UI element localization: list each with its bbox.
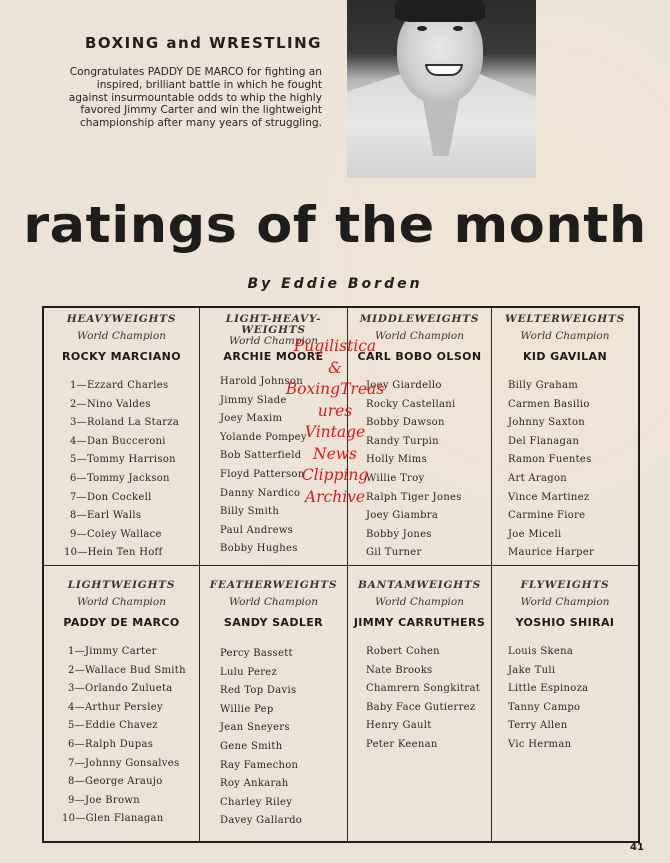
champion-name: PADDY DE MARCO [63,616,180,629]
watermark-line: BoxingTreas [285,380,385,398]
contender-item: Billy Smith [220,506,280,518]
contender-item: Yolande Pompey [220,431,307,443]
contender-item: Henry Gault [366,720,432,732]
champion-name: JIMMY CARRUTHERS [353,616,486,629]
contender-item: Bobby Dawson [366,417,445,429]
world-champion-label: World Champion [76,330,166,342]
division-name: LIGHTWEIGHTS [67,579,176,591]
contender-item: Ray Famechon [220,759,299,771]
contender-item: Louis Skena [508,646,574,657]
division-bantamweights [348,566,492,841]
contender-item: Charley Riley [220,796,293,808]
division-name: FLYWEIGHTS [520,579,610,591]
champion-photo [347,0,536,178]
division-name: BANTAMWEIGHTS [357,579,482,591]
division-heavyweights [44,308,200,566]
contender-item: 6—Ralph Dupas [68,738,154,750]
division-middleweights [348,308,492,566]
champion-name: YOSHIO SHIRAI [515,616,615,629]
contender-item: Maurice Harper [508,547,595,559]
contender-item: Jake Tuli [508,664,556,676]
contender-item: Billy Graham [508,380,578,391]
contender-list [44,377,199,563]
contender-item: 3—Roland La Starza [70,417,180,429]
contender-item: Percy Bassett [220,648,293,659]
contender-item: 9—Coley Wallace [70,528,162,540]
contender-item: Gene Smith [220,740,283,752]
contender-item: Jimmy Slade [220,394,287,406]
contender-item: 6—Tommy Jackson [70,472,170,484]
contender-item: 4—Arthur Persley [68,701,163,713]
division-light-heavyweights [200,308,348,566]
world-champion-label: World Champion [520,330,610,342]
contender-item: Tanny Campo [508,701,581,713]
watermark-line: Clipping [301,466,369,484]
promo-title: BOXING and WRESTLING [84,34,322,52]
contender-item: 5—Eddie Chavez [68,720,158,732]
ratings-table [42,306,640,843]
champion-name: ROCKY MARCIANO [62,350,181,363]
division-name: LIGHT-HEAVY-WEIGHTS [225,313,322,336]
photo-smile-shape [425,64,463,76]
contender-item: Lulu Perez [220,666,278,678]
contender-item: 9—Joe Brown [68,794,140,806]
contender-item: Robert Cohen [366,646,440,657]
contender-item: Chamrern Songkitrat [366,683,481,695]
watermark-line: Pugilistica [293,337,377,355]
contender-list [348,377,491,563]
contender-item: 10—Glen Flanagan [62,813,164,825]
division-featherweights [200,566,348,841]
division-welterweights [492,308,638,566]
contender-item: Carmine Fiore [508,510,586,522]
contender-item: 1—Jimmy Carter [68,646,157,657]
contender-item: Del Flanagan [508,435,580,447]
photo-hair-shape [395,0,485,22]
photo-eye-shape [453,26,463,31]
champion-name: CARL BOBO OLSON [357,350,482,363]
division-name: FEATHERWEIGHTS [209,579,338,591]
world-champion-label: World Champion [76,596,166,608]
promo-body: Congratulates PADDY DE MARCO for fighting an inspired, brilliant battle in which he fought against insurmountable odds to whip the highly favored Jimmy Carter and win the lightweight championship after many years of struggling. [68,66,322,130]
contender-item: Joey Maxim [220,413,283,425]
division-name: WELTERWEIGHTS [504,313,626,325]
contender-item: 3—Orlando Zulueta [68,683,173,695]
contender-item: Terry Allen [508,720,568,732]
contender-item: 7—Don Cockell [70,491,152,503]
contender-item: Willie Troy [366,472,425,484]
watermark-line: ures [317,401,353,420]
contender-item: Carmen Basilio [508,398,590,410]
contender-item: Holly Mims [366,454,428,466]
contender-item: Paul Andrews [220,524,294,536]
watermark-line: & [328,358,342,377]
world-champion-label: World Champion [228,596,318,608]
contender-item: 4—Dan Bucceroni [70,435,166,447]
watermark-line: Archive [304,487,366,506]
contender-item: Joe Miceli [508,528,562,540]
contender-list [492,377,638,563]
contender-item: Willie Pep [220,703,274,715]
article-title: ratings of the month [23,196,647,254]
contender-item: Harold Johnson [220,376,303,387]
contender-item: Randy Turpin [366,435,439,447]
contender-item: Ramon Fuentes [508,454,592,466]
contender-item: Bob Satterfield [220,450,302,462]
contender-item: 2—Wallace Bud Smith [68,664,186,676]
contender-item: Gil Turner [366,547,422,559]
contender-item: Danny Nardico [220,487,301,499]
contender-item: 7—Johnny Gonsalves [68,757,180,769]
world-champion-label: World Champion [520,596,610,608]
contender-item: Davey Gallardo [220,815,303,827]
contender-item: Nate Brooks [366,664,433,676]
promo-block [60,34,322,130]
contender-item: 8—Earl Walls [70,510,142,522]
contender-list [44,643,199,829]
contender-item: Red Top Davis [220,685,297,697]
champion-name: ARCHIE MOORE [223,350,324,363]
contender-item: Little Espinoza [508,683,589,695]
contender-item: Roy Ankarah [220,778,289,790]
contender-item: Vic Herman [508,738,572,750]
article-byline: By Eddie Borden [247,276,423,292]
contender-item: Bobby Jones [366,528,432,540]
contender-item: Rocky Castellani [366,398,456,410]
contender-item: Joey Giambra [366,510,439,522]
contender-item: Baby Face Gutierrez [366,701,476,713]
division-name: MIDDLEWEIGHTS [359,313,480,325]
contender-list [200,373,347,559]
watermark-line: News [313,444,357,463]
contender-item: Peter Keenan [366,738,438,750]
contender-item: Ralph Tiger Jones [366,491,462,503]
contender-item: Joey Giardello [366,380,442,391]
world-champion-label: World Champion [228,335,318,347]
contender-item: 5—Tommy Harrison [70,454,176,466]
contender-list [200,645,347,831]
watermark-line: Vintage [304,423,366,441]
champion-name: KID GAVILAN [522,350,608,363]
division-name: HEAVYWEIGHTS [66,313,177,325]
champion-name: SANDY SADLER [223,616,324,629]
world-champion-label: World Champion [374,330,464,342]
contender-item: 2—Nino Valdes [70,398,151,410]
contender-item: Vince Martinez [508,491,590,503]
contender-item: Bobby Hughes [220,543,298,555]
contender-item: Johnny Saxton [508,417,586,429]
contender-item: Art Aragon [508,472,568,484]
contender-item: 1—Ezzard Charles [70,380,169,391]
contender-item: 10—Hein Ten Hoff [64,547,163,559]
division-flyweights [492,566,638,841]
contender-item: Jean Sneyers [220,722,290,734]
contender-item: Floyd Patterson [220,468,305,480]
division-lightweights [44,566,200,841]
photo-eye-shape [417,26,427,31]
contender-list [348,643,491,755]
contender-list [492,643,638,755]
world-champion-label: World Champion [374,596,464,608]
page-number: 41 [630,842,644,853]
contender-item: 8—George Araujo [68,776,163,788]
